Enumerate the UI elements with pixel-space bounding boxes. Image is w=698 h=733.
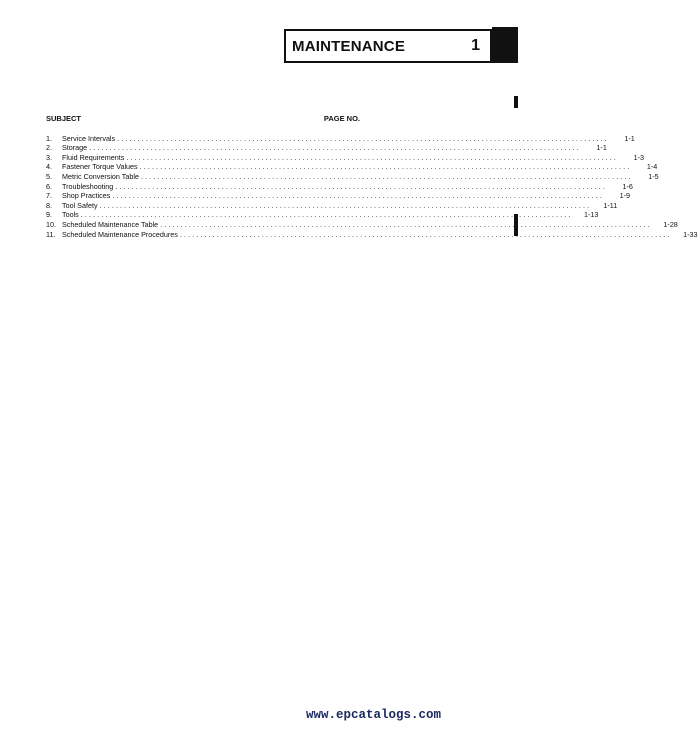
- toc-item-page: 1-4: [646, 162, 658, 172]
- toc-item-page: 1-3: [633, 152, 644, 162]
- toc-row[interactable]: [46, 152, 644, 163]
- toc-row[interactable]: [46, 191, 630, 201]
- chapter-header: [284, 29, 492, 63]
- toc-item-page: 1-9: [619, 191, 630, 201]
- toc-item-page: 1-13: [584, 210, 599, 220]
- toc-header: [46, 114, 360, 124]
- toc-item-number: 9.: [46, 210, 52, 220]
- toc-item-title: Scheduled Maintenance Procedures: [62, 229, 178, 239]
- toc-item-title: Tools: [62, 210, 79, 220]
- chapter-number: 1: [471, 37, 480, 54]
- toc-item-page: 1-28: [663, 219, 678, 229]
- table-of-contents: [46, 114, 698, 239]
- toc-item-title: Fastener Torque Values: [62, 162, 138, 172]
- toc-dot-leader: ........................................................................................................................: [115, 181, 607, 191]
- subject-column-label: SUBJECT: [46, 114, 82, 123]
- toc-dot-leader: ........................................................................................................................: [89, 143, 581, 153]
- toc-dot-leader: ........................................................................................................................: [99, 200, 592, 210]
- toc-item-number: 1.: [46, 133, 52, 143]
- page-column-label: PAGE NO.: [323, 114, 360, 123]
- toc-item-page: 1-11: [603, 200, 618, 210]
- toc-dot-leader: ........................................................................................................................: [117, 133, 609, 143]
- toc-row[interactable]: [46, 210, 599, 220]
- chapter-tab-marker: [492, 27, 518, 63]
- toc-item-number: 10.: [46, 219, 56, 229]
- toc-item-number: 5.: [46, 171, 52, 181]
- toc-item-number: 6.: [46, 181, 52, 191]
- toc-item-number: 2.: [46, 143, 52, 153]
- toc-dot-leader: ........................................................................................................................: [112, 191, 604, 201]
- toc-dot-leader: ........................................................................................................................: [179, 229, 672, 239]
- toc-item-title: Storage: [62, 143, 88, 153]
- toc-item-page: 1-6: [622, 181, 633, 191]
- toc-item-title: Troubleshooting: [62, 181, 114, 191]
- toc-dot-leader: ........................................................................................................................: [140, 171, 633, 181]
- toc-list: [46, 133, 698, 240]
- toc-row[interactable]: [46, 200, 618, 211]
- toc-item-number: 3.: [46, 152, 52, 162]
- toc-item-title: Service Intervals: [62, 133, 116, 143]
- edge-mark: [514, 96, 518, 108]
- chapter-title: MAINTENANCE: [292, 37, 406, 55]
- toc-row[interactable]: [46, 143, 607, 153]
- toc-row[interactable]: [46, 171, 659, 182]
- toc-row[interactable]: [46, 181, 633, 192]
- toc-item-page: 1-1: [624, 133, 635, 143]
- toc-item-number: 8.: [46, 200, 52, 210]
- toc-item-title: Shop Practices: [62, 191, 111, 201]
- toc-item-title: Tool Safety: [62, 200, 98, 210]
- toc-row[interactable]: [46, 133, 635, 144]
- toc-dot-leader: ........................................................................................................................: [139, 162, 632, 172]
- toc-row[interactable]: [46, 219, 678, 230]
- toc-item-page: 1-33: [683, 229, 698, 239]
- toc-item-page: 1-5: [648, 171, 659, 181]
- toc-dot-leader: ........................................................................................................................: [80, 210, 573, 220]
- toc-item-number: 11.: [46, 229, 56, 239]
- toc-item-title: Scheduled Maintenance Table: [62, 219, 159, 229]
- toc-dot-leader: ........................................................................................................................: [126, 152, 618, 162]
- toc-item-number: 7.: [46, 191, 52, 201]
- toc-row[interactable]: [46, 162, 658, 172]
- toc-row[interactable]: [46, 229, 698, 240]
- toc-item-title: Metric Conversion Table: [62, 171, 139, 181]
- toc-item-page: 1-1: [596, 143, 607, 153]
- website-link[interactable]: www.epcatalogs.com: [306, 708, 442, 722]
- toc-item-title: Fluid Requirements: [62, 152, 125, 162]
- toc-dot-leader: ........................................................................................................................: [160, 219, 652, 229]
- toc-item-number: 4.: [46, 162, 52, 172]
